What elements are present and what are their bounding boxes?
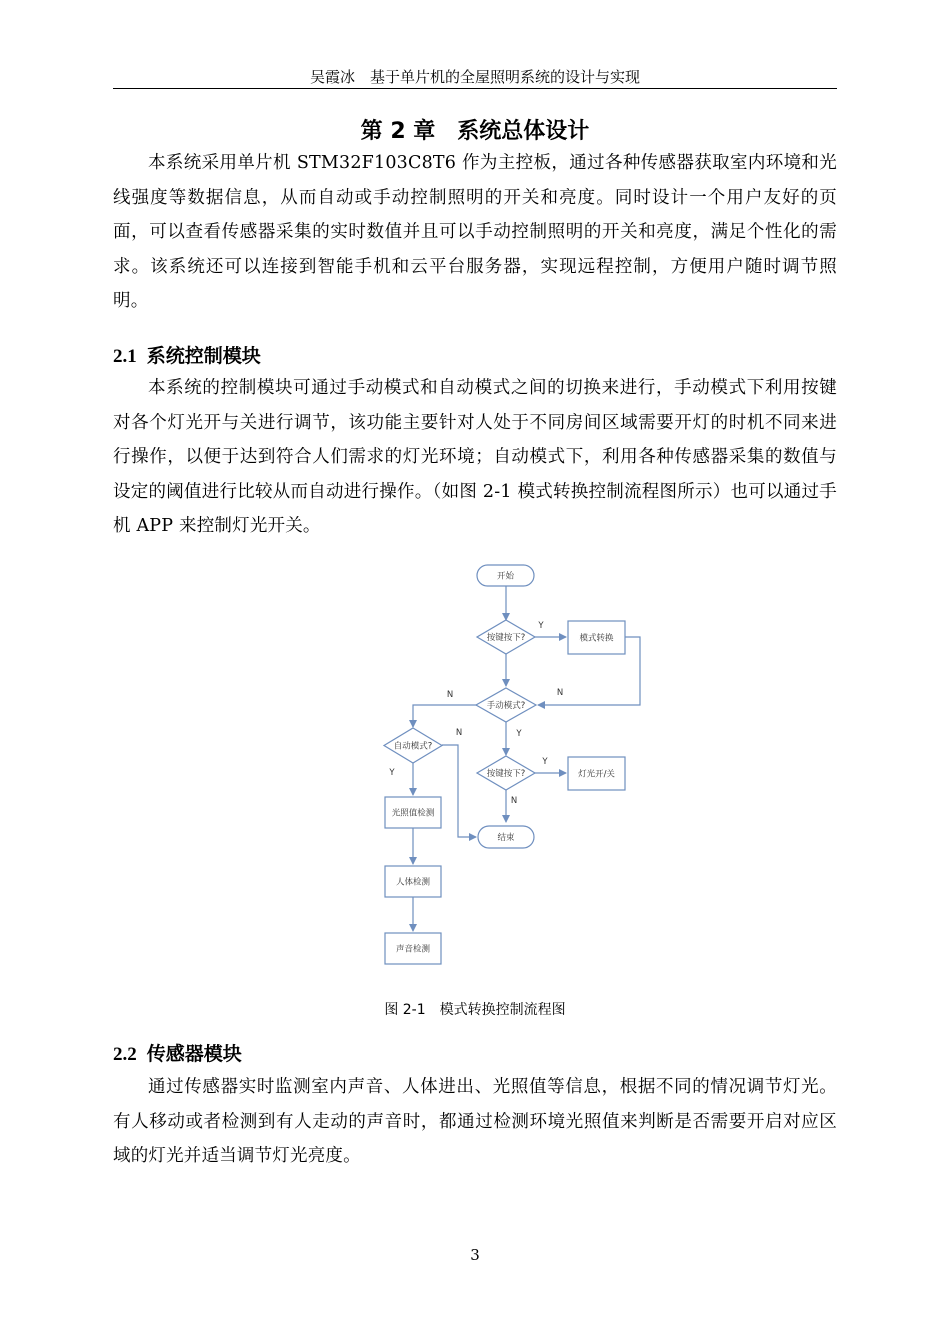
section-heading-2-2 [113, 1039, 837, 1070]
branch-label-auto-yes: Y [389, 768, 395, 778]
sensor-module-paragraph: 通过传感器实时监测室内声音、人体进出、光照值等信息，根据不同的情况调节灯光。有人移动或者检测到有人走动的声音时，都通过检测环境光照值来判断是否需要开启对应区域的灯光并适当调节灯光亮度。 [113, 1077, 837, 1167]
light-detect-label: 光照值检测 [391, 808, 435, 819]
intro-paragraph: 本系统采用单片机 STM32F103C8T6 作为主控板，通过各种传感器获取室内环境和光线强度等数据信息，从而自动或手动控制照明的开关和亮度。同时设计一个用户友好的页面，可以查看传感器采集的实时数值并且可以手动控制照明的开关和亮度，满足个性化的需求。该系统还可以连接到智能手机和云平台服务器，实现远程控制，方便用户随时调节照明。 [113, 153, 837, 312]
section-number: 2.2 [113, 1044, 137, 1065]
branch-label-key2-yes: Y [542, 757, 548, 767]
auto-mode-label: 自动模式? [393, 741, 433, 752]
branch-label-auto-no: N [455, 728, 463, 738]
branch-label-key1-yes: Y [538, 621, 544, 631]
light-toggle-label: 灯光开/关 [578, 769, 615, 780]
arrow-manual-no [413, 705, 477, 727]
section-number: 2.1 [113, 346, 137, 367]
branch-label-key2-no: N [510, 796, 518, 806]
control-module-paragraph: 本系统的控制模块可通过手动模式和自动模式之间的切换来进行，手动模式下利用按键对各个灯光开与关进行调节，该功能主要针对人处于不同房间区域需要开灯的时机不同来进行操作，以便于达到符合人们需求的灯光环境；自动模式下，利用各种传感器采集的数值与设定的阈值进行比较从而自动进行操作。（如图 2-1 模式转换控制流程图所示）也可以通过手机 APP 来控制灯光开关。 [113, 378, 837, 537]
page-number: 3 [470, 1246, 480, 1264]
branch-label-key1-no: N [556, 688, 564, 698]
section-title: 传感器模块 [146, 1043, 242, 1065]
manual-mode-label: 手动模式? [486, 701, 526, 711]
section-title: 系统控制模块 [146, 345, 261, 367]
figure-caption: 图 2-1 模式转换控制流程图 [384, 1002, 566, 1018]
running-header: 吴霞冰 基于单片机的全屋照明系统的设计与实现 [113, 66, 837, 89]
arrow-auto-no [442, 745, 476, 837]
end-label: 结束 [497, 833, 515, 843]
sound-detect-label: 声音检测 [395, 944, 431, 955]
branch-label-manual-yes: Y [516, 729, 522, 739]
key-pressed-label-1: 按键按下? [486, 633, 526, 643]
body-detect-label: 人体检测 [395, 877, 431, 888]
key-pressed-label-2: 按键按下? [486, 769, 526, 779]
start-label: 开始 [496, 571, 515, 582]
mode-switch-label: 模式转换 [579, 633, 614, 644]
chapter-title: 第 2 章 系统总体设计 [360, 119, 590, 144]
branch-label-manual-no: N [446, 690, 454, 700]
